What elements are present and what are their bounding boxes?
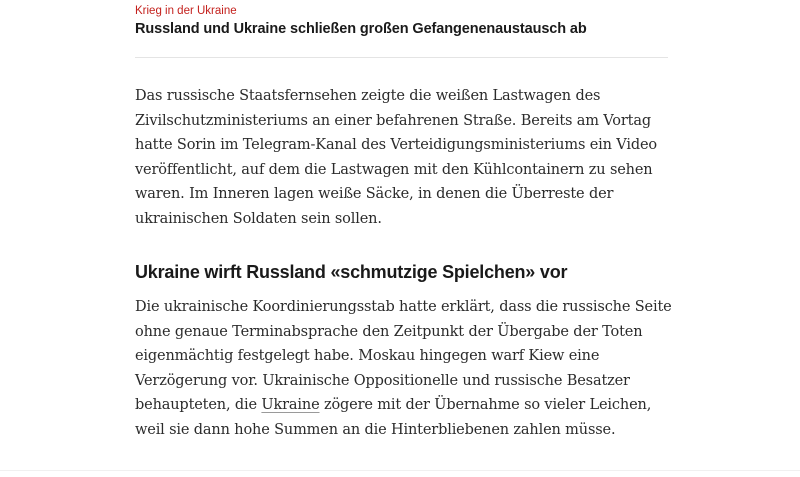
paragraph-text: Die ukrainische Koordinierungsstab hatte erklärt, dass die russische Seite ohne genaue Terminabsprache den Zeitpunkt der Übergabe der Toten eigenmächtig festgelegt habe. Moskau hingegen warf Kiew eine Verzögerung vor. Ukrainische Oppositionelle und russische Besatzer behaupteten, die [135, 299, 672, 413]
paragraph-text: zögere mit der Übernahme so vieler Leichen, weil sie dann hohe Summen an die Hinterbliebenen zahlen müsse. [135, 397, 652, 438]
article-header [135, 4, 668, 38]
article-paragraph: Das russische Staatsfernsehen zeigte die weißen Lastwagen des Zivilschutzministeriums an einer befahrenen Straße. Bereits am Vortag hatte Sorin im Telegram-Kanal des Verteidigungsministeriums ein Video veröffentlicht, auf dem die Lastwagen mit den Kühlcontainern zu sehen waren. Im Inneren lagen weiße Säcke, in denen die Überreste der ukrainischen Soldaten sein sollen. [135, 88, 657, 227]
ukraine-link[interactable]: Ukraine [261, 397, 320, 413]
footer-divider [0, 470, 800, 471]
article-paragraph [135, 295, 675, 442]
section-subheading: Ukraine wirft Russland «schmutzige Spielchen» vor [135, 262, 568, 282]
topic-kicker[interactable]: Krieg in der Ukraine [135, 5, 237, 17]
header-divider [135, 57, 668, 58]
article-body [135, 84, 675, 442]
article-headline: Russland und Ukraine schließen großen Gefangenenaustausch ab [135, 21, 587, 37]
